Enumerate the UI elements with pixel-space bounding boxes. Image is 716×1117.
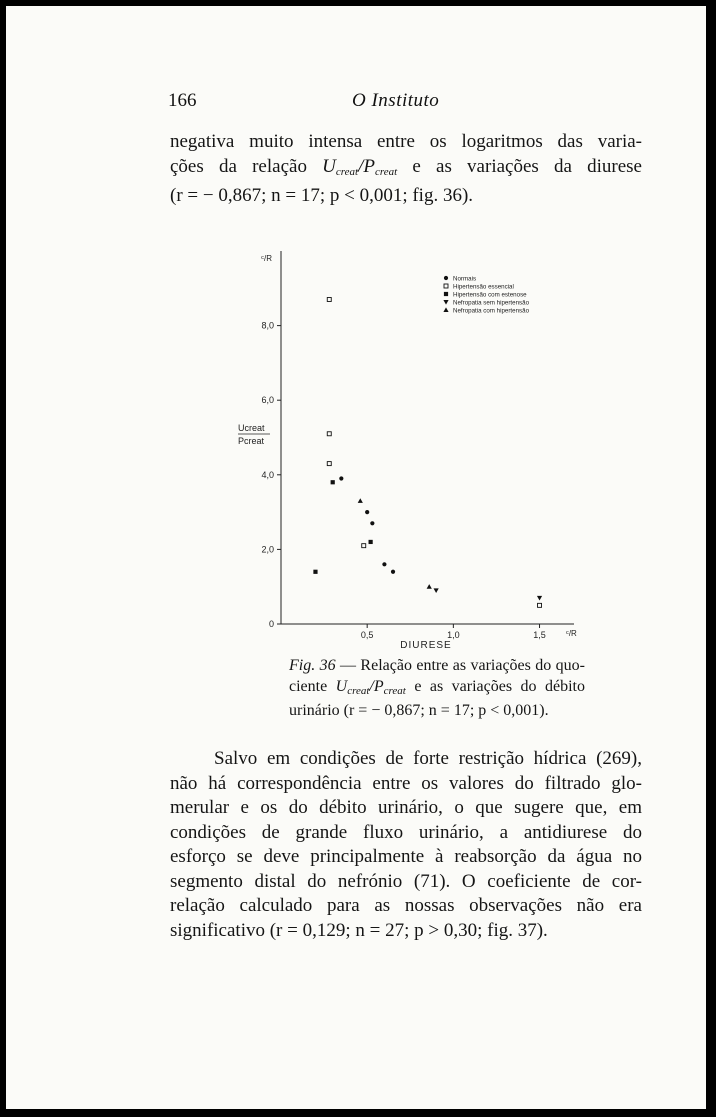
x-axis-label: DIURESE: [400, 640, 452, 651]
legend-marker: [444, 276, 448, 280]
paragraph-line: (r = − 0,867; n = 17; p < 0,001; fig. 36).: [170, 185, 474, 206]
data-point: [331, 480, 335, 484]
legend-marker: [444, 292, 448, 296]
text-span: ciente: [289, 677, 336, 695]
subscript-creat: creat: [383, 684, 406, 697]
x-unit-label: ᶜ/R: [566, 629, 577, 638]
y-axis-label: [238, 423, 270, 446]
x-tick-label: 1,5: [533, 630, 546, 640]
variable-p: P: [373, 677, 384, 695]
subscript-creat: creat: [374, 165, 398, 178]
book-page: [6, 6, 706, 1109]
paragraph-line: merular e os do débito urinário, o que sugere que, em: [170, 797, 642, 818]
slash: /: [369, 677, 374, 695]
legend: [443, 275, 529, 314]
fig-number: 36: [319, 657, 336, 674]
caption-line: urinário (r = − 0,867; n = 17; p < 0,001).: [289, 702, 549, 719]
caption-line: [289, 677, 585, 702]
legend-label: Nefropatia sem hipertensão: [453, 299, 530, 307]
data-point: [362, 544, 366, 548]
data-points: [313, 297, 542, 607]
data-point: [427, 584, 432, 589]
text-span: e as variações do débito: [405, 677, 585, 695]
legend-marker: [443, 300, 448, 305]
y-ticks: [261, 321, 281, 629]
caption-line: [289, 656, 585, 677]
variable-u: U: [322, 155, 336, 177]
figure-caption: [289, 656, 585, 722]
scatter-figure: [6, 6, 706, 1109]
subscript-creat: creat: [335, 165, 359, 178]
data-point: [370, 521, 374, 525]
legend-marker: [443, 307, 448, 312]
paragraph-line: negativa muito intensa entre os logaritmos das varia-: [170, 131, 642, 152]
y-unit-label: ᶜ/R: [261, 254, 272, 263]
paragraph-line: significativo (r = 0,129; n = 27; p > 0,30; fig. 37).: [170, 919, 548, 941]
data-point: [391, 570, 395, 574]
variable-p: P: [363, 155, 375, 177]
data-point: [434, 588, 439, 593]
data-point: [313, 570, 317, 574]
page-number: 166: [168, 90, 197, 111]
y-label-denominator: Pcreat: [238, 436, 265, 446]
data-point: [369, 540, 373, 544]
subscript-creat: creat: [347, 684, 370, 697]
data-point: [538, 603, 542, 607]
text-span: e as variações da diurese: [397, 155, 642, 177]
paragraph-line: relação calculado para as nossas observações não era: [170, 895, 642, 916]
data-point: [365, 510, 369, 514]
data-point: [358, 498, 363, 503]
legend-label: Hipertensão essencial: [453, 283, 514, 291]
fig-label: Fig.: [289, 657, 316, 674]
data-point: [537, 596, 542, 601]
y-tick-label: 0: [268, 619, 274, 629]
variable-u: U: [335, 677, 348, 695]
legend-marker: [444, 284, 448, 288]
x-ticks: [361, 624, 546, 640]
paragraph-line: não há correspondência entre os valores do filtrado glo-: [170, 772, 642, 794]
y-label-numerator: Ucreat: [238, 423, 265, 433]
data-point: [339, 476, 343, 480]
text-span: — Relação entre as variações do quo-: [335, 657, 586, 674]
data-point: [327, 462, 331, 466]
text-span: ções da relação: [170, 155, 323, 177]
legend-label: Normais: [453, 275, 477, 283]
paragraph-bottom: [170, 747, 642, 943]
y-tick-label: 2,0: [261, 544, 274, 555]
data-point: [327, 432, 331, 436]
axes: [281, 251, 574, 624]
y-tick-label: 6,0: [261, 395, 274, 406]
data-point: [382, 562, 386, 566]
x-tick-label: 0,5: [360, 630, 374, 640]
y-tick-label: 4,0: [261, 469, 274, 480]
slash: /: [358, 155, 364, 177]
legend-label: Nefropatia com hipertensão: [453, 307, 530, 315]
data-point: [327, 297, 331, 301]
paragraph-line: condições de grande fluxo urinário, a antidiurese do: [170, 821, 642, 843]
y-tick-label: 8,0: [261, 320, 274, 331]
x-tick-label: 1,0: [447, 630, 460, 640]
paragraph-line: Salvo em condições de forte restrição hídrica (269),: [214, 748, 642, 769]
paragraph-line: esforço se deve principalmente à reabsorção da água no: [170, 846, 642, 867]
legend-label: Hipertensão com estenose: [453, 291, 527, 299]
paragraph-line: segmento distal do nefrónio (71). O coeficiente de cor-: [170, 870, 642, 892]
running-title: O Instituto: [352, 90, 440, 111]
